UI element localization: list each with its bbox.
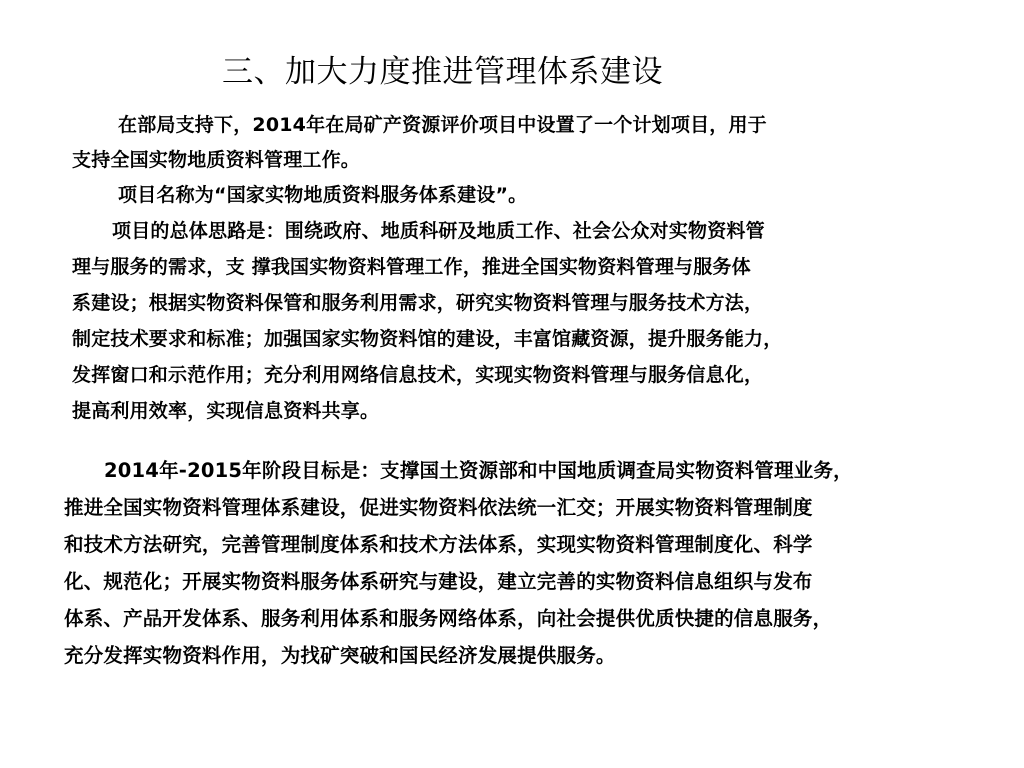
paragraph-4-line-1: 2014年-2015年阶段目标是：支撑国土资源部和中国地质调查局实物资料管理业务，: [104, 459, 853, 482]
paragraph-3-line-6: 提高利用效率，实现信息资料共享。: [72, 400, 380, 422]
paragraph-2-line-1: 项目名称为“国家实物地质资料服务体系建设”。: [118, 184, 528, 206]
paragraph-3-line-4: 制定技术要求和标准；加强国家实物资料馆的建设，丰富馆藏资源，提升服务能力，: [72, 328, 783, 350]
paragraph-1-line-2: 支持全国实物地质资料管理工作。: [72, 149, 361, 171]
slide-title: 三、加大力度推进管理体系建设: [222, 54, 663, 90]
paragraph-4-line-6: 充分发挥实物资料作用，为找矿突破和国民经济发展提供服务。: [64, 644, 616, 667]
paragraph-4-line-5: 体系、产品开发体系、服务利用体系和服务网络体系，向社会提供优质快捷的信息服务，: [64, 607, 833, 630]
paragraph-4-line-4: 化、规范化；开展实物资料服务体系研究与建设，建立完善的实物资料信息组织与发布: [64, 570, 813, 593]
paragraph-3-line-2: 理与服务的需求，支 撑我国实物资料管理工作，推进全国实物资料管理与服务体: [72, 256, 751, 278]
paragraph-4-line-3: 和技术方法研究，完善管理制度体系和技术方法体系，实现实物资料管理制度化、科学: [64, 533, 813, 556]
paragraph-4-line-2: 推进全国实物资料管理体系建设，促进实物资料依法统一汇交；开展实物资料管理制度: [64, 496, 813, 519]
paragraph-3-line-3: 系建设；根据实物资料保管和服务利用需求，研究实物资料管理与服务技术方法，: [72, 292, 764, 314]
paragraph-1-line-1: 在部局支持下，2014年在局矿产资源评价项目中设置了一个计划项目，用于: [118, 114, 767, 136]
paragraph-3-line-5: 发挥窗口和示范作用；充分利用网络信息技术，实现实物资料管理与服务信息化，: [72, 364, 764, 386]
paragraph-3-line-1: 项目的总体思路是：围绕政府、地质科研及地质工作、社会公众对实物资料管: [112, 220, 765, 242]
